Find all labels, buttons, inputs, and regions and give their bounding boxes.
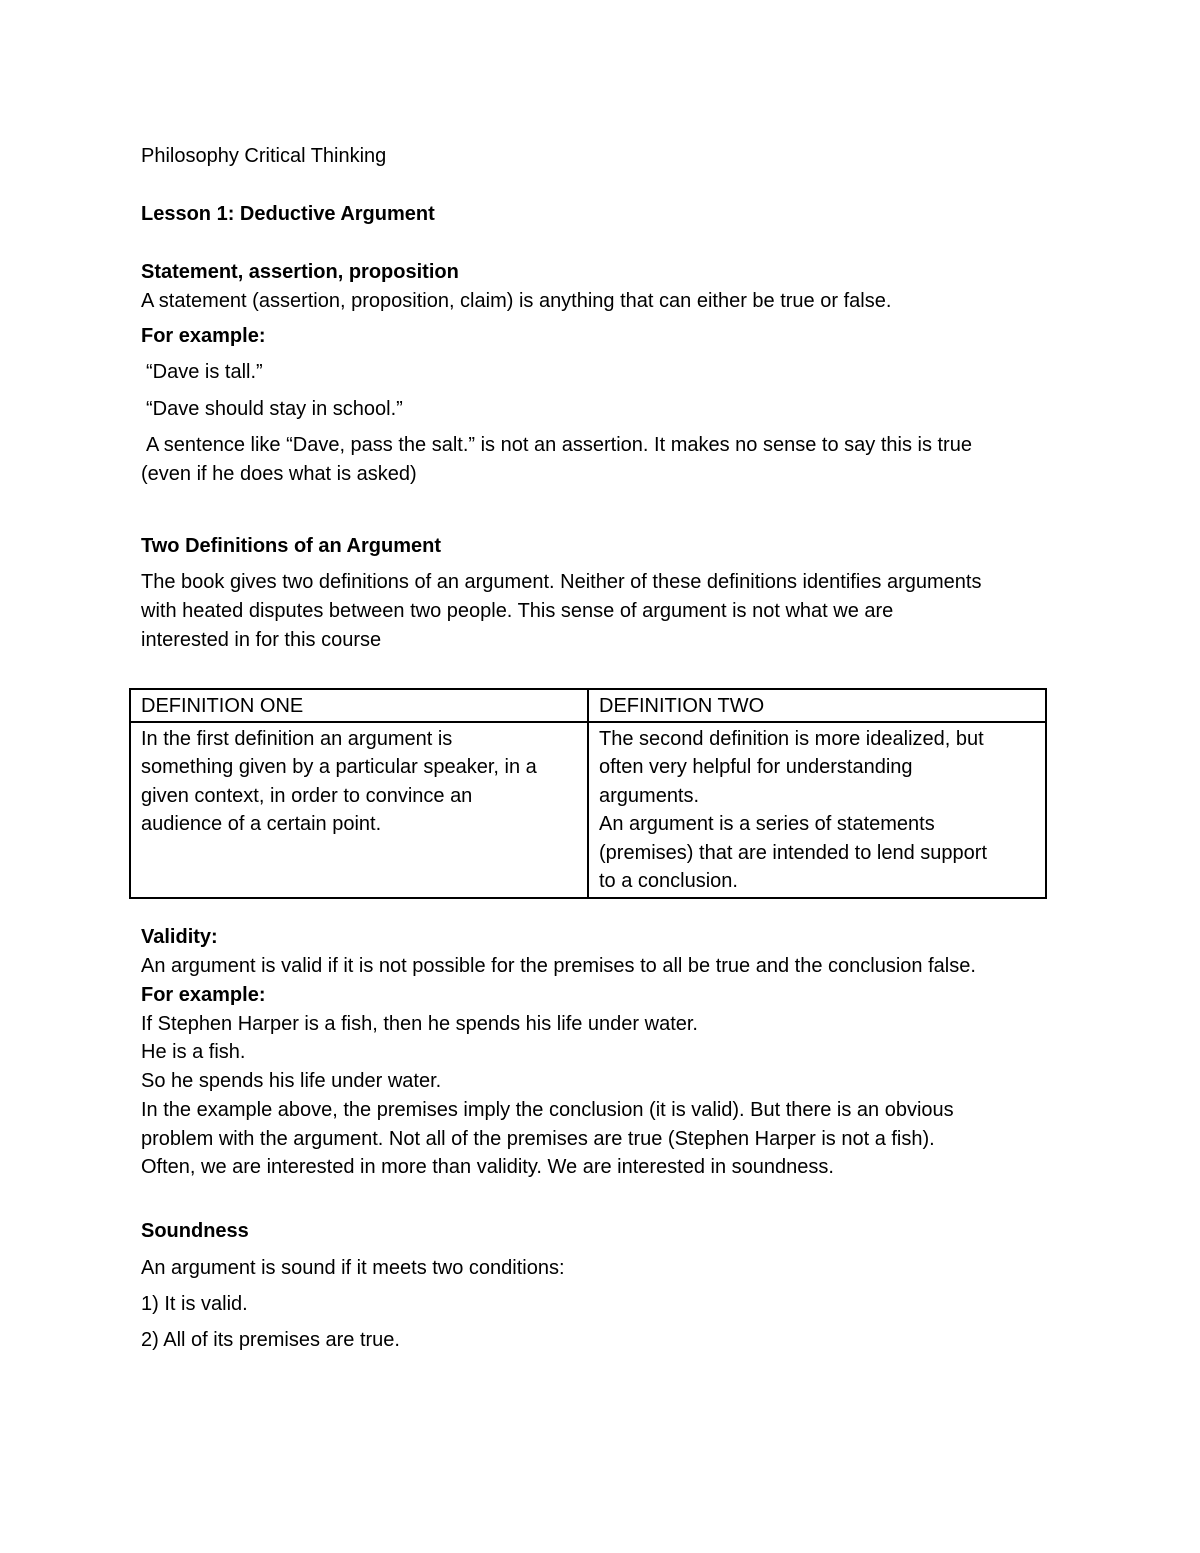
definition-one-cell [130, 722, 588, 898]
statement-note-line-1: A sentence like “Dave, pass the salt.” is not an assertion. It makes no sense to say this is true [146, 434, 972, 456]
validity-line-5: problem with the argument. Not all of the premises are true (Stephen Harper is not a fish). [141, 1128, 935, 1150]
soundness-condition-2: 2) All of its premises are true. [141, 1329, 400, 1351]
definition-two-line: to a conclusion. [599, 870, 738, 892]
document-title: Philosophy Critical Thinking [141, 145, 387, 167]
definition-two-line: often very helpful for understanding [599, 756, 913, 778]
statement-example-2: “Dave should stay in school.” [146, 398, 403, 420]
validity-heading: Validity: [141, 926, 218, 948]
soundness-heading: Soundness [141, 1220, 249, 1242]
statement-example-1: “Dave is tall.” [146, 361, 263, 383]
table-row [130, 722, 1046, 898]
validity-line-6: Often, we are interested in more than validity. We are interested in soundness. [141, 1156, 834, 1178]
soundness-intro: An argument is sound if it meets two conditions: [141, 1257, 565, 1279]
table-header-definition-one: DEFINITION ONE [130, 689, 588, 722]
definition-two-line: The second definition is more idealized, but [599, 727, 984, 750]
statement-heading: Statement, assertion, proposition [141, 261, 459, 283]
statement-note-line-2: (even if he does what is asked) [141, 463, 417, 485]
definition-one-line: something given by a particular speaker, in a [141, 756, 537, 778]
definition-two-line: (premises) that are intended to lend support [599, 841, 987, 864]
validity-line-4: In the example above, the premises imply the conclusion (it is valid). But there is an obvious [141, 1099, 954, 1121]
definitions-table [129, 688, 1047, 899]
definition-two-line: An argument is a series of statements [599, 813, 935, 835]
validity-definition: An argument is valid if it is not possible for the premises to all be true and the conclusion false. [141, 955, 976, 977]
table-header-definition-two: DEFINITION TWO [588, 689, 1046, 722]
statement-definition: A statement (assertion, proposition, claim) is anything that can either be true or false. [141, 290, 892, 312]
definition-two-line: arguments. [599, 784, 700, 807]
validity-line-3: So he spends his life under water. [141, 1070, 442, 1092]
two-definitions-para-line-3: interested in for this course [141, 629, 382, 651]
table-header-row [130, 689, 1046, 722]
statement-example-label: For example: [141, 325, 266, 347]
definition-one-line: given context, in order to convince an [141, 784, 473, 807]
soundness-condition-1: 1) It is valid. [141, 1293, 248, 1315]
two-definitions-para-line-2: with heated disputes between two people. This sense of argument is not what we are [141, 600, 894, 622]
validity-line-1: If Stephen Harper is a fish, then he spends his life under water. [141, 1013, 698, 1035]
definition-one-line: In the first definition an argument is [141, 727, 453, 750]
validity-line-2: He is a fish. [141, 1041, 246, 1063]
lesson-heading: Lesson 1: Deductive Argument [141, 203, 435, 225]
definition-two-cell [588, 722, 1046, 898]
validity-example-label: For example: [141, 984, 266, 1006]
definition-one-line: audience of a certain point. [141, 813, 382, 835]
two-definitions-heading: Two Definitions of an Argument [141, 535, 441, 557]
two-definitions-para-line-1: The book gives two definitions of an argument. Neither of these definitions identifies arguments [141, 571, 982, 593]
